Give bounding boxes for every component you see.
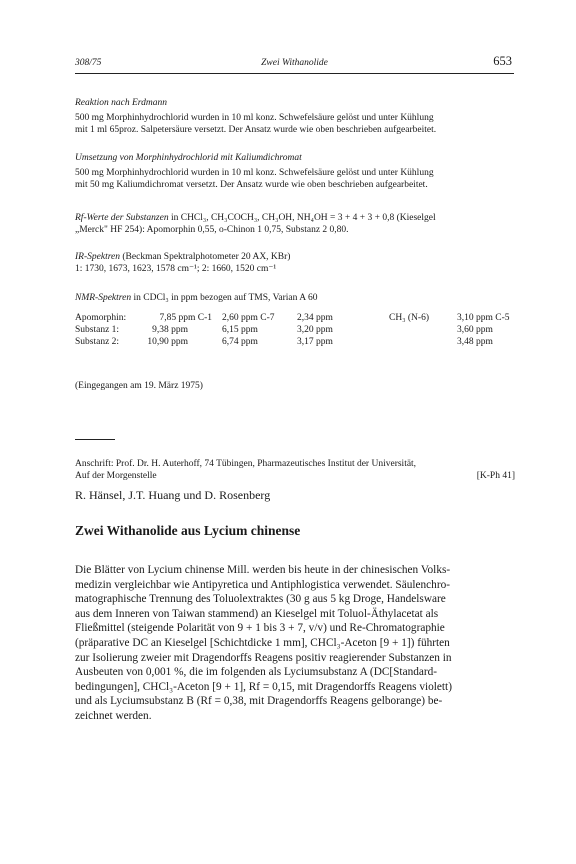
received-date: (Eingegangen am 19. März 1975) bbox=[75, 381, 203, 391]
body-line: Fließmittel (steigende Polarität von 9 + 1 bis 3 + 7, v/v) und Re-Chromatographie bbox=[75, 622, 445, 635]
nmr-cell: CH₃ (N-6) bbox=[389, 313, 429, 323]
nmr-heading-rest: in CDCl₃ in ppm bezogen auf TMS, Varian A 60 bbox=[131, 293, 318, 303]
nmr-cell: Apomorphin: bbox=[75, 313, 127, 323]
nmr-cell: 3,60 ppm bbox=[457, 325, 493, 335]
body-line: aus dem Inneren von Taiwan stammend) an Kieselgel mit Toluol-Äthylacetat als bbox=[75, 607, 439, 620]
address-line-2: Auf der Morgenstelle bbox=[75, 471, 157, 481]
nmr-cell: 3,10 ppm C-5 bbox=[457, 313, 510, 323]
article-authors: R. Hänsel, J.T. Huang und D. Rosenberg bbox=[75, 488, 271, 502]
nmr-cell: 3,48 ppm bbox=[457, 337, 493, 347]
header-title: Zwei Withanolide bbox=[261, 58, 328, 68]
erdmann-line-2: mit 1 ml 65proz. Salpetersäure versetzt. Der Ansatz wurde wie oben beschrieben aufgearbeitet. bbox=[75, 125, 437, 135]
nmr-heading: NMR-Spektren bbox=[75, 293, 132, 303]
rf-heading: Rf-Werte der Substanzen bbox=[75, 213, 169, 223]
address-line-1: Anschrift: Prof. Dr. H. Auterhoff, 74 Tübingen, Pharmazeutisches Institut der Universität, bbox=[75, 459, 417, 469]
nmr-cell: 6,74 ppm bbox=[222, 337, 258, 347]
rf-section bbox=[75, 212, 515, 236]
nmr-section bbox=[75, 292, 515, 348]
nmr-cell bbox=[389, 324, 457, 336]
footnote-rule bbox=[75, 439, 115, 440]
body-line: Die Blätter von Lycium chinense Mill. werden bis heute in der chinesischen Volks- bbox=[75, 564, 451, 576]
nmr-cell: 3,17 ppm bbox=[297, 337, 333, 347]
dichromat-line-1: 500 mg Morphinhydrochlorid wurden in 10 ml konz. Schwefelsäure gelöst und unter Kühlung bbox=[75, 168, 434, 178]
running-header bbox=[75, 54, 514, 72]
dichromat-section bbox=[75, 152, 515, 191]
ir-section bbox=[75, 251, 515, 275]
article-title: Zwei Withanolide aus Lycium chinense bbox=[75, 523, 301, 538]
nmr-cell: 9,38 ppm bbox=[152, 325, 188, 335]
address-block bbox=[75, 458, 515, 484]
rf-line-2: „Merck" HF 254): Apomorphin 0,55, o-Chinon 1 0,75, Substanz 2 0,80. bbox=[75, 225, 349, 235]
erdmann-heading: Reaktion nach Erdmann bbox=[75, 98, 167, 108]
nmr-cell: 6,15 ppm bbox=[222, 325, 258, 335]
nmr-cell: 10,90 ppm bbox=[147, 337, 188, 347]
table-row bbox=[75, 312, 510, 324]
header-issue: 308/75 bbox=[75, 58, 102, 68]
nmr-table bbox=[75, 312, 510, 348]
body-line: bedingungen], CHCl₃-Aceton [9 + 1], Rf = 0,15, mit Dragendorffs Reagens violett) bbox=[75, 680, 452, 693]
erdmann-line-1: 500 mg Morphinhydrochlorid wurden in 10 ml konz. Schwefelsäure gelöst und unter Kühlung bbox=[75, 113, 434, 123]
body-line: zeichnet werden. bbox=[75, 709, 152, 722]
nmr-cell: 2,34 ppm bbox=[297, 313, 333, 323]
reference-code: [K-Ph 41] bbox=[476, 471, 515, 481]
page-number: 653 bbox=[493, 54, 512, 68]
body-line: zur Isolierung zweier mit Dragendorffs Reagens positiv reagierender Substanzen in bbox=[75, 651, 452, 664]
dichromat-heading: Umsetzung von Morphinhydrochlorid mit Kaliumdichromat bbox=[75, 153, 302, 163]
ir-line-1: (Beckman Spektralphotometer 20 AX, KBr) bbox=[120, 252, 291, 262]
body-line: matographische Trennung des Toluolextraktes (30 g aus 5 kg Droge, Handelsware bbox=[75, 593, 446, 606]
body-line: medizin vergleichbar wie Antipyretica und Antiphlogistica verwendet. Säulenchro- bbox=[75, 578, 450, 591]
header-rule bbox=[75, 73, 514, 74]
body-line: und als Lyciumsubstanz B (Rf = 0,38, mit Dragendorffs Reagens gelborange) be- bbox=[75, 695, 443, 708]
body-line: (präparative DC an Kieselgel [Schichtdicke 1 mm], CHCl₃-Aceton [9 + 1]) führten bbox=[75, 636, 450, 649]
nmr-cell: Substanz 2: bbox=[75, 337, 120, 347]
dichromat-line-2: mit 50 mg Kaliumdichromat versetzt. Der Ansatz wurde wie oben beschrieben aufgearbeitet. bbox=[75, 180, 428, 190]
erdmann-section bbox=[75, 97, 515, 136]
rf-line-1: in CHCl₃, CH₃COCH₃, CH₃OH, NH₄OH = 3 + 4 + 3 + 0,8 (Kieselgel bbox=[168, 213, 436, 223]
body-line: Ausbeuten von 0,001 %, die im folgenden als Lyciumsubstanz A (DC[Standard- bbox=[75, 666, 438, 679]
nmr-cell: 3,20 ppm bbox=[297, 325, 333, 335]
table-row bbox=[75, 324, 510, 336]
article-body bbox=[75, 563, 519, 724]
ir-line-2: 1: 1730, 1673, 1623, 1578 cm⁻¹; 2: 1660, 1520 cm⁻¹ bbox=[75, 264, 277, 274]
table-row bbox=[75, 336, 510, 348]
ir-heading: IR-Spektren bbox=[75, 252, 121, 262]
nmr-cell: Substanz 1: bbox=[75, 325, 120, 335]
nmr-cell: 7,85 ppm C-1 bbox=[159, 313, 212, 323]
nmr-cell bbox=[389, 336, 457, 348]
nmr-cell: 2,60 ppm C-7 bbox=[222, 313, 275, 323]
